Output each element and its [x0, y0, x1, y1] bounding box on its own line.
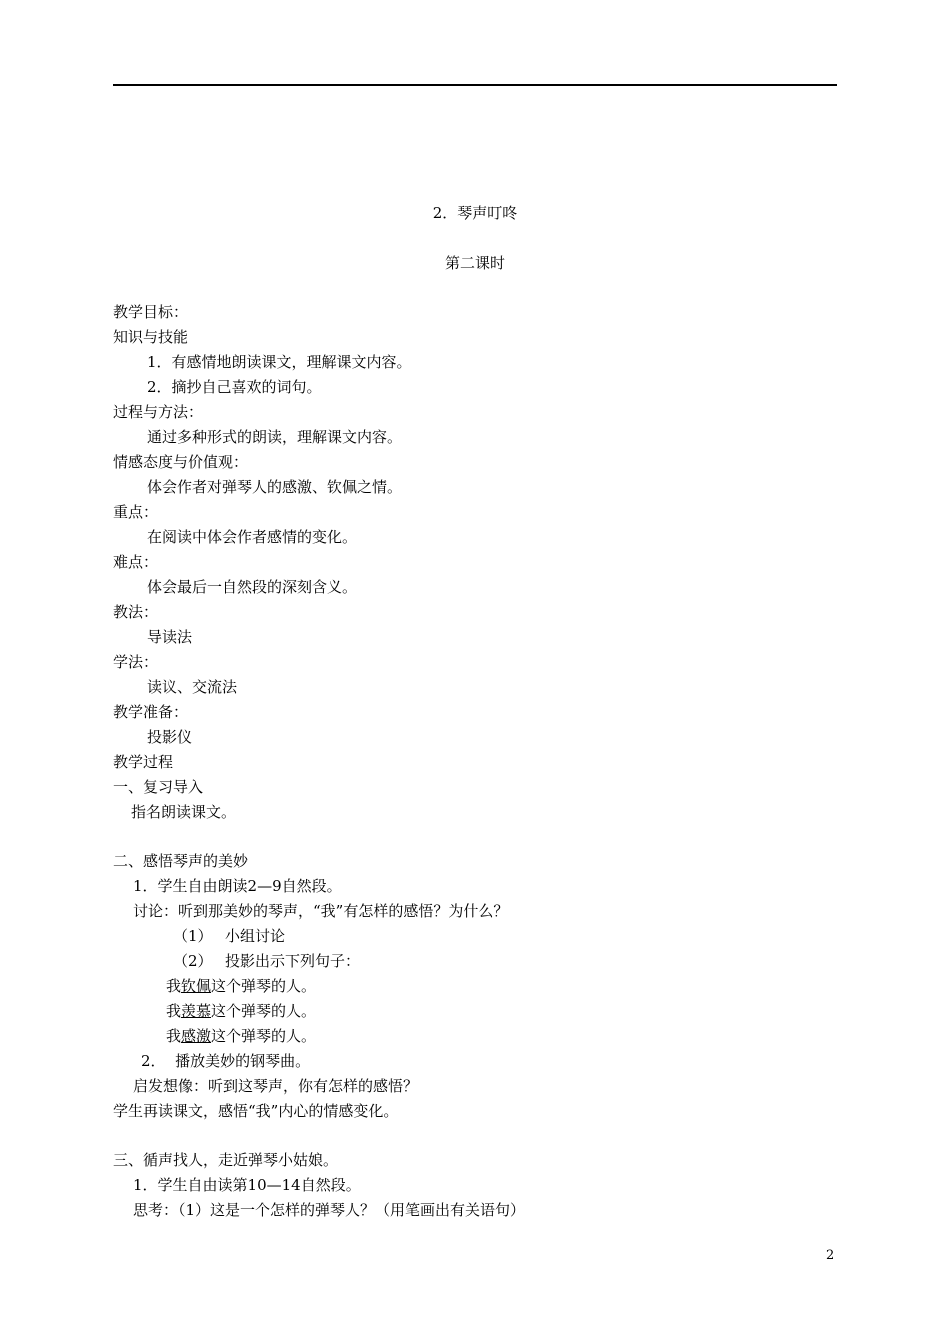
heading-process: 过程与方法： — [113, 403, 204, 421]
list-marker: （2） — [173, 952, 213, 970]
text-line: 导读法 — [147, 628, 193, 646]
example-sentence: 我感激这个弹琴的人。 — [166, 1027, 317, 1045]
heading-key-point: 重点： — [113, 503, 159, 521]
text-line: 讨论：听到那美妙的琴声，“我”有怎样的感悟？为什么？ — [133, 902, 509, 920]
heading-preparation: 教学准备： — [113, 703, 189, 721]
text-line: 投影仪 — [147, 728, 193, 746]
text-line: 指名朗读课文。 — [131, 803, 237, 821]
text-line: 通过多种形式的朗读，理解课文内容。 — [147, 428, 403, 446]
page-number: 2 — [826, 1248, 835, 1263]
section-heading-3: 三、循声找人，走近弹琴小姑娘。 — [113, 1151, 339, 1169]
underlined-word: 羡慕 — [181, 1002, 212, 1020]
section-heading-1: 一、复习导入 — [113, 778, 204, 796]
text-line: 启发想像：听到这琴声，你有怎样的感悟？ — [133, 1077, 419, 1095]
text-line: 2． 播放美妙的钢琴曲。 — [141, 1052, 311, 1070]
text-line: 学生再读课文，感悟“我”内心的情感变化。 — [113, 1102, 399, 1120]
heading-teaching-method: 教法： — [113, 603, 159, 621]
text-line: 体会最后一自然段的深刻含义。 — [147, 578, 358, 596]
text-line: 在阅读中体会作者感情的变化。 — [147, 528, 358, 546]
heading-attitude: 情感态度与价值观： — [113, 453, 249, 471]
example-sentence: 我钦佩这个弹琴的人。 — [166, 977, 317, 995]
text-line: 1．学生自由朗读2—9自然段。 — [133, 877, 342, 895]
section-heading-2: 二、感悟琴声的美妙 — [113, 852, 249, 870]
text-line: 1．学生自由读第10—14自然段。 — [133, 1176, 361, 1194]
heading-learning-method: 学法： — [113, 653, 159, 671]
list-marker: （1） — [173, 927, 213, 945]
text-line: 体会作者对弹琴人的感激、钦佩之情。 — [147, 478, 403, 496]
underlined-word: 钦佩 — [181, 977, 212, 995]
heading-difficulty: 难点： — [113, 553, 159, 571]
lesson-subtitle: 第二课时 — [444, 254, 505, 272]
text-line: 思考：（1）这是一个怎样的弹琴人？（用笔画出有关语句） — [133, 1201, 526, 1219]
text-line: 读议、交流法 — [147, 678, 238, 696]
text-line: 投影出示下列句子： — [225, 952, 361, 970]
heading-knowledge: 知识与技能 — [113, 328, 189, 346]
underlined-word: 感激 — [181, 1027, 212, 1045]
example-sentence: 我羡慕这个弹琴的人。 — [166, 1002, 317, 1020]
text-line: 1．有感情地朗读课文，理解课文内容。 — [147, 353, 412, 371]
header-rule — [113, 84, 837, 86]
heading-teaching-process: 教学过程 — [113, 753, 174, 771]
lesson-title: 2．琴声叮咚 — [432, 204, 518, 222]
text-line: 2．摘抄自己喜欢的词句。 — [147, 378, 322, 396]
heading-objectives: 教学目标： — [113, 303, 189, 321]
text-line: 小组讨论 — [225, 927, 286, 945]
